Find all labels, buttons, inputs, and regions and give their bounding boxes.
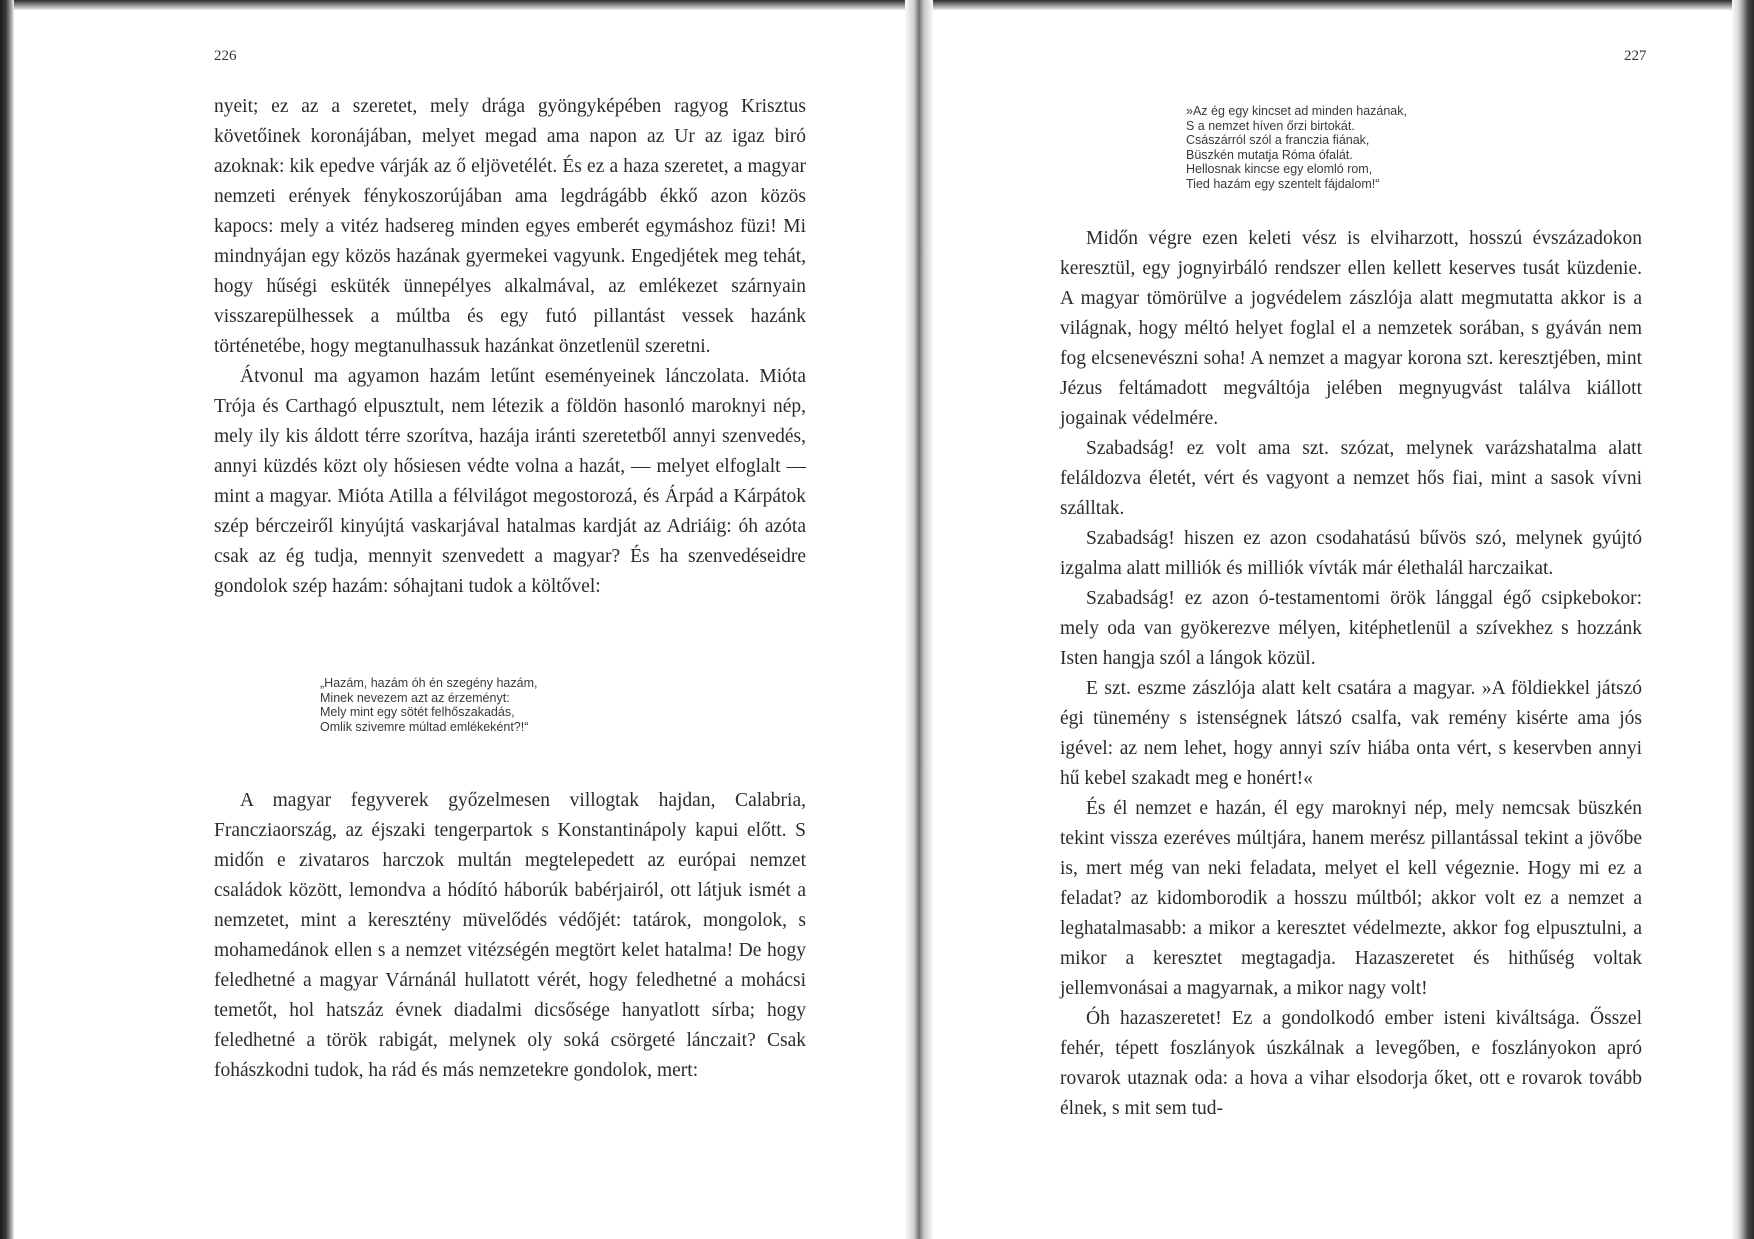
right-verse-quote [1186, 104, 1407, 191]
right-edge-shadow [1732, 0, 1754, 1239]
left-paragraph-2: Átvonul ma agyamon hazám letűnt eseményeinek lánczolata. Mióta Trója és Carthagó elpusztult, nem létezik a földön hasonló maroknyi nép, mely ily kis áldott térre szorítva, hazája iránti szeretetből annyi szenvedés, annyi küzdés közt oly hősiesen védte volna a hazát, — melyet elfoglalt — mint a magyar. Mióta Atilla a félvilágot megostorozá, és Árpád a Kárpátok szép bérczeiről kinyújtá vaskarjával hatalmas kardját az Adriáig: óh azóta csak az ég tudja, mennyit szenvedett a magyar? És ha szenvedéseidre gondolok szép hazám: sóhajtani tudok a költővel: [214, 366, 806, 597]
verse-line: „Hazám, hazám óh én szegény hazám, [320, 676, 538, 690]
right-paragraph-2: Szabadság! ez volt ama szt. szózat, melynek varázshatalma alatt feláldozva életét, vért és vagyont a nemzet hős fiai, mint a sasok vívni szálltak. [1060, 438, 1642, 519]
right-page-number: 227 [1624, 48, 1647, 64]
verse-line: Omlik szivemre múltad emlékeként?!“ [320, 719, 529, 734]
right-page-body [1060, 224, 1642, 1124]
verse-line: Büszkén mutatja Róma ófalát. [1186, 147, 1353, 162]
book-gutter [905, 0, 933, 1239]
right-paragraph-4: Szabadság! ez azon ó-testamentomi örök lánggal égő csipkebokor: mely oda van gyökerezve mélyen, kitéphetlenül a szívekhez s hozzánk Isten hangja szól a lángok közül. [1060, 588, 1642, 669]
right-paragraph-1: Midőn végre ezen keleti vész is elviharzott, hosszú évszázadokon keresztül, egy jognyirbáló rendszer ellen kellett keserves tusát küzdenie. A magyar tömörülve a jogvédelem zászlója alatt megmutatta akkor is a világnak, hogy méltó helyet foglal el a nemzetek sorában, s gyáván nem fog elcsenevészni soha! A nemzet a magyar korona szt. keresztjében, mint Jézus feltámadott megváltója jelében megnyugvást találva kiállott jogainak védelmére. [1060, 228, 1642, 429]
verse-line: Hellosnak kincse egy elomló rom, [1186, 162, 1373, 176]
right-paragraph-6: És él nemzet e hazán, él egy maroknyi nép, mely nemcsak büszkén tekint vissza ezeréves múltjára, hanem merész pillantással tekint a jövőbe is, mert még van neki feladata, melyet el kell végeznie. Hogy mi ez a feladat? az kidomborodik a hosszu múltból; akkor volt ez a nemzet a leghatalmasabb: a mikor a keresztet védelmezte, akkor fog elpusztulni, a mikor a keresztet megtagadja. Hazaszeretet és hithűség voltak jellemvonásai a magyarnak, a mikor nagy volt! [1060, 798, 1642, 999]
right-paragraph-7: Óh hazaszeretet! Ez a gondolkodó ember isteni kiváltsága. Ősszel fehér, tépett foszlányok úszkálnak a levegőben, e foszlányokon apró rovarok utaznak oda: a hova a vihar elsodorja őket, ott e rovarok tovább élnek, s mit sem tud- [1060, 1008, 1642, 1119]
verse-line: Tied hazám egy szentelt fájdalom!“ [1186, 176, 1380, 191]
verse-line: Mely mint egy sötét felhőszakadás, [320, 705, 515, 719]
left-page-body-bottom [214, 786, 806, 1086]
left-page-number: 226 [214, 48, 237, 64]
verse-line: S a nemzet híven őrzi birtokát. [1186, 118, 1355, 133]
left-paragraph-3: A magyar fegyverek győzelmesen villogtak hajdan, Calabria, Francziaország, az éjszaki tengerpartok s Konstantinápoly kapui előtt. S midőn e zivataros harczok multán megtelepedett az európai nemzet családok között, lemondva a hódító háborúk babérjairól, ott látjuk ismét a nemzetet, mint a keresztény müvelődés védőjét: tatárok, mongolok, s mohamedánok ellen s a nemzet vitézségén megtört kelet hatalma! De hogy feledhetné a magyar Várnánál hullatott vérét, hogy feledhetné a mohácsi temetőt, hol hatszáz évnek diadalmi dicsősége hanyatlott sírba; hogy feledhetné a török rabigát, melynek oly soká csörgeté lánczait? Csak fohászkodni tudok, ha rád és más nemzetekre gondolok, mert: [214, 790, 806, 1081]
verse-line: Minek nevezem azt az érzeményt: [320, 690, 510, 705]
right-paragraph-5: E szt. eszme zászlója alatt kelt csatára a magyar. »A földiekkel játszó égi tünemény s istenségnek látszó csalfa, vak remény kisérte ama jós igével: az nem lehet, hogy annyi szív hiába onta vért, s keservben annyi hű kebel szakadt meg e honért!« [1060, 678, 1642, 789]
verse-line: Császárról szól a franczia fiának, [1186, 133, 1370, 147]
top-edge-shadow [0, 0, 1754, 10]
left-verse-quote [320, 676, 537, 734]
verse-line: »Az ég egy kincset ad minden hazának, [1186, 104, 1407, 118]
left-paragraph-1: nyeit; ez az a szeretet, mely drága gyöngyképében ragyog Krisztus követőinek koronájában, melyet megad ama napon az Ur az igaz biró azoknak: kik epedve várják az ő eljövetélét. És ez a haza szeretet, a magyar nemzeti erények fénykoszorújában ama legdrágább ékkő azon közös kapocs: mely a vitéz hadsereg minden egyes emberét egymáshoz füzi! Mi mindnyájan egy közös hazának gyermekei vagyunk. Engedjétek meg tehát, hogy hűségi esküték ünnepélyes alkalmával, az emlékezet szárnyain visszarepülhessek a múltba és egy futó pillantást vessek hazánk történetébe, hogy megtanulhassuk hazánkat önzetlenül szeretni. [214, 96, 806, 357]
right-paragraph-3: Szabadság! hiszen ez azon csodahatású bűvös szó, melynek gyújtó izgalma alatt milliók és milliók vívták már élethalál harczaikat. [1060, 528, 1642, 579]
left-page-body-top [214, 92, 806, 602]
left-edge-shadow [0, 0, 14, 1239]
